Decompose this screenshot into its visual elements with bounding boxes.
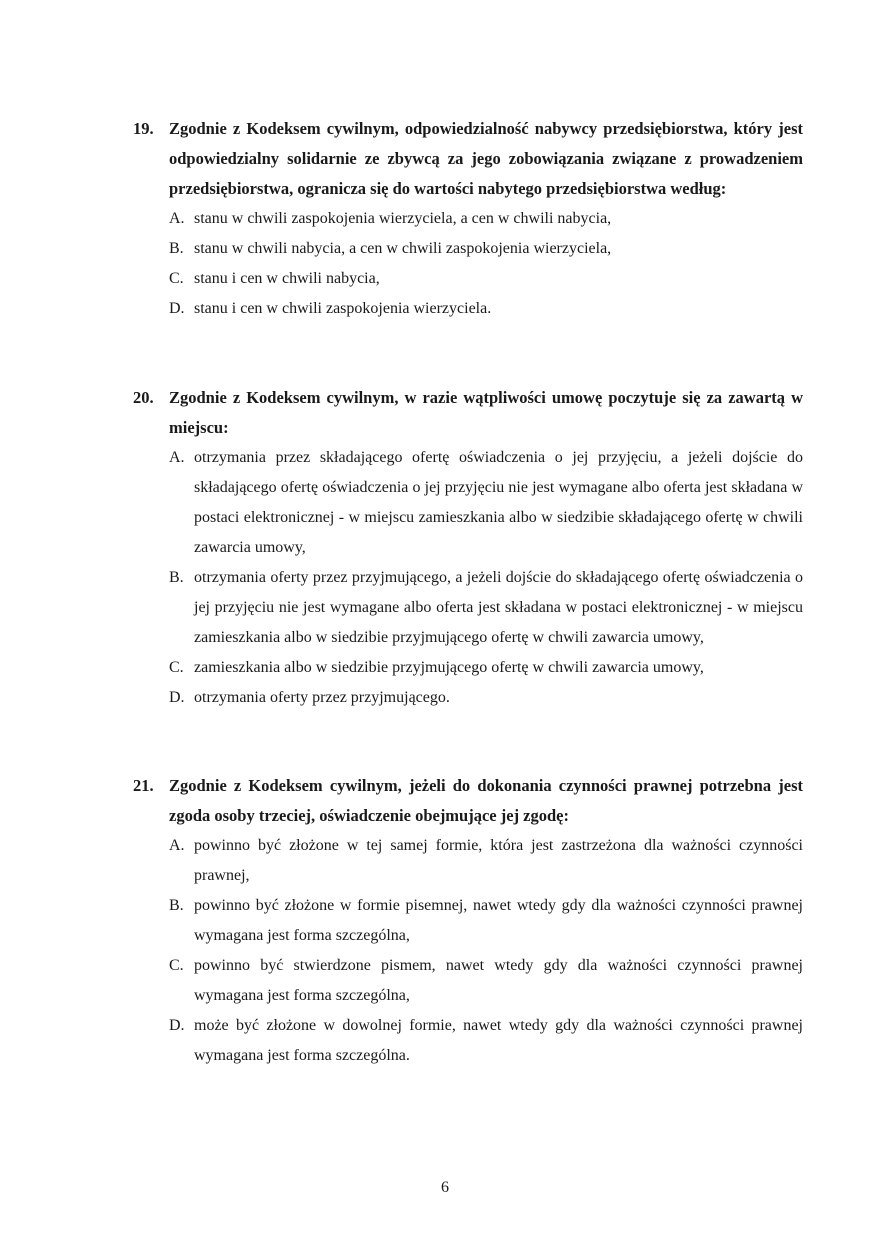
question-text: Zgodnie z Kodeksem cywilnym, w razie wątpliwości umowę poczytuje się za zawartą w miejscu: [169,388,803,437]
question-number: 19. [133,119,154,138]
answer-option-a [169,831,803,891]
answer-option-d [169,683,803,713]
answer-letter: B. [169,569,184,586]
question-20 [133,383,803,713]
question-heading [133,383,803,443]
answer-text: stanu w chwili zaspokojenia wierzyciela, a cen w chwili nabycia, [194,210,612,227]
answer-list [133,443,803,713]
answer-text: zamieszkania albo w siedzibie przyjmującego ofertę w chwili zawarcia umowy, [194,659,704,676]
answer-letter: C. [169,957,184,974]
answer-text: stanu i cen w chwili nabycia, [194,270,380,287]
answer-text: stanu w chwili nabycia, a cen w chwili zaspokojenia wierzyciela, [194,240,612,257]
answer-text: może być złożone w dowolnej formie, nawet wtedy gdy dla ważności czynności prawnej wymagana jest forma szczególna. [194,1017,803,1064]
answer-option-c [169,951,803,1011]
answer-letter: D. [169,689,185,706]
page-number: 6 [441,1179,449,1196]
answer-option-c [169,264,803,294]
answer-letter: D. [169,300,185,317]
answer-text: otrzymania oferty przez przyjmującego. [194,689,450,706]
answer-letter: A. [169,210,185,227]
answer-option-c [169,653,803,683]
answer-letter: C. [169,270,184,287]
answer-option-a [169,204,803,234]
answer-text: stanu i cen w chwili zaspokojenia wierzyciela. [194,300,492,317]
question-text: Zgodnie z Kodeksem cywilnym, odpowiedzialność nabywcy przedsiębiorstwa, który jest odpowiedzialny solidarnie ze zbywcą za jego zobowiązania związane z prowadzeniem przedsiębiorstwa, ogranicza się do wartości nabytego przedsiębiorstwa według: [169,119,803,198]
question-heading [133,114,803,204]
answer-list [133,831,803,1071]
answer-list [133,204,803,324]
answer-option-b [169,234,803,264]
answer-text: powinno być stwierdzone pismem, nawet wtedy gdy dla ważności czynności prawnej wymagana jest forma szczególna, [194,957,803,1004]
answer-letter: C. [169,659,184,676]
question-heading [133,771,803,831]
answer-text: otrzymania oferty przez przyjmującego, a jeżeli dojście do składającego ofertę oświadczenia o jej przyjęciu nie jest wymagane albo oferta jest składana w postaci elektronicznej - w miejscu zamieszkania albo w siedzibie przyjmującego ofertę w chwili zawarcia umowy, [194,569,803,646]
question-number: 20. [133,388,154,407]
question-21 [133,771,803,1071]
answer-option-a [169,443,803,563]
answer-letter: B. [169,240,184,257]
answer-option-d [169,294,803,324]
answer-text: otrzymania przez składającego ofertę oświadczenia o jej przyjęciu, a jeżeli dojście do składającego ofertę oświadczenia o jej przyjęciu nie jest wymagane albo oferta jest składana w postaci elektronicznej - w miejscu zamieszkania albo w siedzibie składającego ofertę w chwili zawarcia umowy, [194,449,803,556]
answer-letter: A. [169,837,185,854]
answer-text: powinno być złożone w tej samej formie, która jest zastrzeżona dla ważności czynności prawnej, [194,837,803,884]
question-text: Zgodnie z Kodeksem cywilnym, jeżeli do dokonania czynności prawnej potrzebna jest zgoda osoby trzeciej, oświadczenie obejmujące jej zgodę: [169,776,803,825]
answer-option-d [169,1011,803,1071]
answer-text: powinno być złożone w formie pisemnej, nawet wtedy gdy dla ważności czynności prawnej wymagana jest forma szczególna, [194,897,803,944]
question-19 [133,114,803,324]
answer-letter: D. [169,1017,185,1034]
answer-letter: A. [169,449,185,466]
answer-option-b [169,563,803,653]
question-number: 21. [133,776,154,795]
answer-option-b [169,891,803,951]
answer-letter: B. [169,897,184,914]
